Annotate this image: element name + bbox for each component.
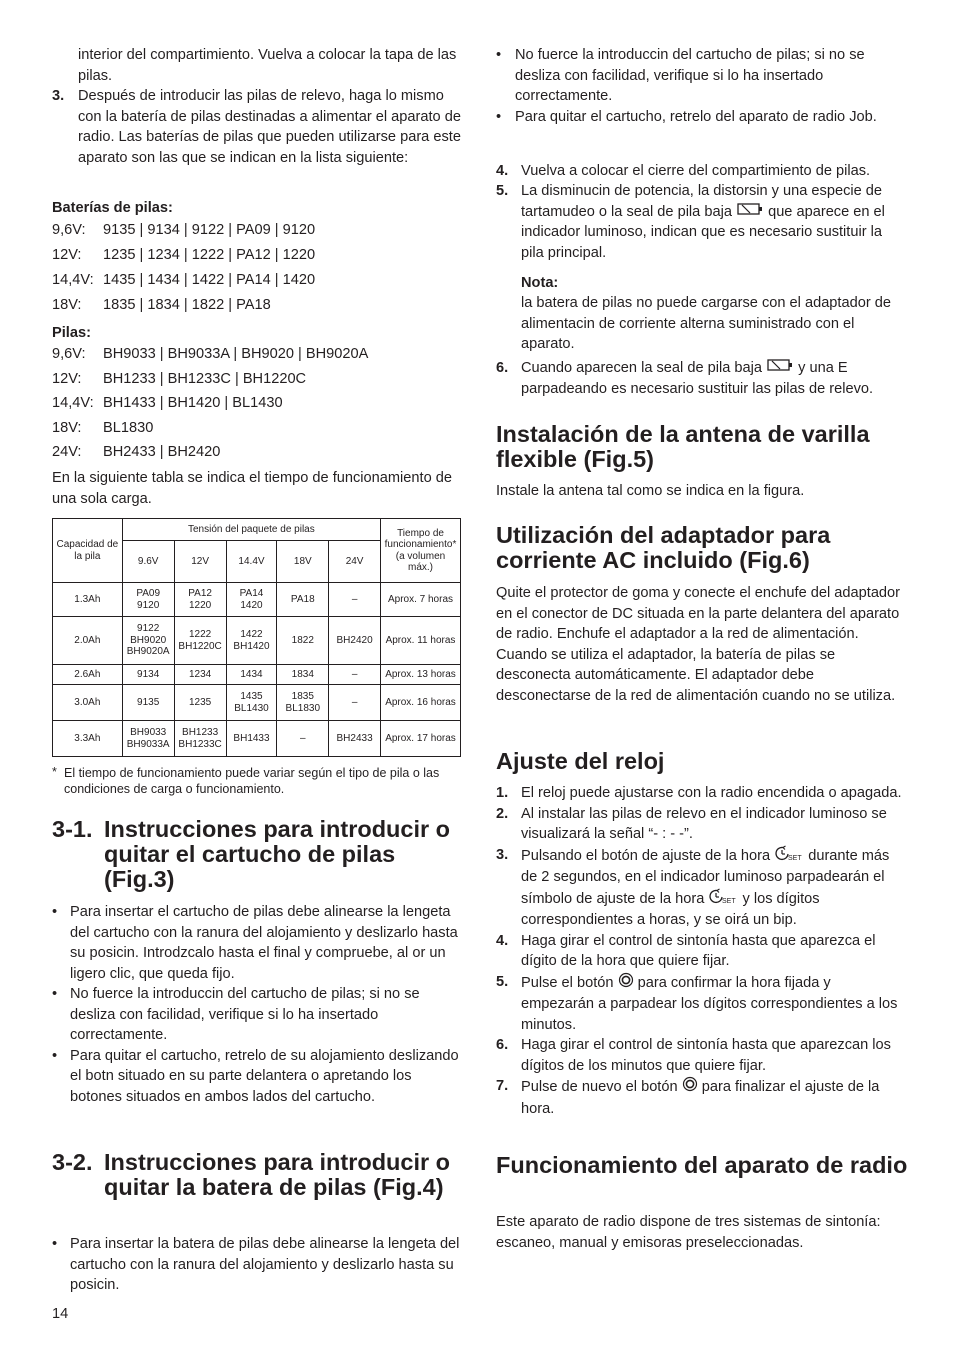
- capacity-cell: 1.3Ah: [53, 583, 123, 617]
- step-number: 5.: [496, 183, 509, 199]
- clock-set-icon: [708, 888, 738, 911]
- capacity-cell: 3.0Ah: [53, 685, 123, 721]
- step-number: 6.: [496, 1037, 509, 1053]
- table-row: [53, 665, 461, 685]
- model-cell: 9135: [122, 685, 174, 721]
- step-text: Haga girar el control de sintonía hasta que aparezcan los dígitos de los minutos que quiere fijar.: [521, 1037, 891, 1074]
- voltage: 18V:: [52, 297, 82, 313]
- pilas-row: [52, 440, 368, 465]
- step-3-text: Después de introducir las pilas de relevo, haga lo mismo con la batería de pilas destinadas a alimentar el aparato de radio. Las baterías de pilas que pueden utilizarse para este aparato son las que se indican en la lista siguiente:: [78, 88, 461, 166]
- reloj-step: [496, 804, 906, 845]
- bullet: •: [52, 1047, 58, 1064]
- model-cell: 1422 BH1420: [226, 617, 277, 665]
- step-5-text: [521, 181, 906, 263]
- list-item: [52, 902, 462, 984]
- step-text: Pulse el botón: [521, 974, 614, 991]
- step-text: para confirmar la hora fijada y empezarán a parpadear los dígitos correspondientes a los minutos.: [521, 974, 898, 1033]
- model-cell: BH2433: [329, 721, 381, 757]
- model-cell: BH9033 BH9033A: [122, 721, 174, 757]
- reloj-step: [496, 845, 906, 931]
- baterias-title: Baterías de pilas:: [52, 200, 173, 216]
- model-cell: 1235: [174, 685, 226, 721]
- model-cell: PA09 9120: [122, 583, 174, 617]
- header-time: Tiempo de funcionamiento* (a volumen máx.): [381, 519, 461, 583]
- section-3-1-number: 3-1.: [52, 816, 93, 842]
- footnote: El tiempo de funcionamiento puede variar según el tipo de pila o las condiciones de carga o funcionamiento.: [64, 766, 440, 796]
- model-cell: PA12 1220: [174, 583, 226, 617]
- page-number: 14: [52, 1306, 69, 1322]
- item-text: Para quitar el cartucho, retrelo de su alojamiento deslizando el botn situado en su parte delantera o apretando los botones situados en ambos lados del cartucho.: [70, 1047, 459, 1105]
- section-3-2-number: 3-2.: [52, 1149, 93, 1175]
- model-cell: –: [277, 721, 329, 757]
- header-volt: 18V: [277, 541, 329, 583]
- step-number: 1.: [496, 785, 509, 801]
- model-cell: BH2420: [329, 617, 381, 665]
- model-cell: PA18: [277, 583, 329, 617]
- voltage: 9,6V:: [52, 222, 86, 238]
- model-cell: BH1233 BH1233C: [174, 721, 226, 757]
- voltage: 9,6V:: [52, 346, 86, 362]
- capacity-cell: 2.0Ah: [53, 617, 123, 665]
- s31-list: [52, 902, 462, 1107]
- reloj-step: [496, 931, 906, 972]
- step-number: 5.: [496, 973, 509, 990]
- voltage: 14,4V:: [52, 395, 94, 412]
- table-intro: En la siguiente tabla se indica el tiempo de funcionamiento de una sola carga.: [52, 470, 452, 507]
- model-cell: 1435 BL1430: [226, 685, 277, 721]
- model-cell: 1834: [277, 665, 329, 685]
- baterias-row: [52, 218, 315, 243]
- baterias-row: [52, 268, 315, 293]
- step-number: 7.: [496, 1078, 509, 1094]
- header-volt: 14.4V: [226, 541, 277, 583]
- item-text: Para insertar el cartucho de pilas debe alinearse la lengeta del cartucho con la ranura del alojamiento y deslizarlo hasta su posicin. Introdzcalo hasta el final y compruebe, al or un ligero clic, que queda fijo.: [70, 904, 458, 982]
- step-number: 6.: [496, 360, 509, 376]
- section-3-1-title: Instrucciones para introducir o quitar el cartucho de pilas (Fig.3): [104, 816, 451, 892]
- list-item: [496, 107, 906, 128]
- step-text: Pulsando el botón de ajuste de la hora: [521, 847, 771, 864]
- antena-text: Instale la antena tal como se indica en la figura.: [496, 483, 805, 499]
- clock-set-icon: [774, 845, 804, 868]
- low-battery-icon: [766, 358, 794, 379]
- model-cell: –: [329, 583, 381, 617]
- models: BH1433 | BH1420 | BL1430: [103, 395, 283, 412]
- pilas-row: [52, 416, 368, 441]
- step-text: Al instalar las pilas de relevo en el indicador luminoso se visualizará la señal “- : - -”.: [521, 805, 887, 842]
- models: 1235 | 1234 | 1222 | PA12 | 1220: [103, 247, 316, 263]
- pilas-row: [52, 391, 368, 416]
- model-cell: PA14 1420: [226, 583, 277, 617]
- models: 9135 | 9134 | 9122 | PA09 | 9120: [103, 222, 316, 238]
- set-label: SET: [722, 897, 737, 904]
- model-cell: 1434: [226, 665, 277, 685]
- baterias-row: [52, 243, 315, 268]
- heading-antena: Instalación de la antena de varilla flexible (Fig.5): [496, 421, 870, 472]
- funcionamiento-text: Este aparato de radio dispone de tres sistemas de sintonía: escaneo, manual y emisoras preseleccionadas.: [496, 1214, 881, 1251]
- voltage: 14,4V:: [52, 272, 94, 288]
- model-cell: –: [329, 665, 381, 685]
- bullet: •: [52, 1236, 58, 1252]
- time-cell: Aprox. 13 horas: [381, 665, 461, 685]
- continued-paragraph: interior del compartimiento. Vuelva a colocar la tapa de las pilas.: [78, 47, 457, 84]
- time-cell: Aprox. 11 horas: [381, 617, 461, 665]
- model-cell: 1222 BH1220C: [174, 617, 226, 665]
- model-cell: 1835 BL1830: [277, 685, 329, 721]
- models: 1835 | 1834 | 1822 | PA18: [103, 297, 271, 313]
- bullet: •: [496, 108, 502, 125]
- step-text: para finalizar el ajuste de la hora.: [521, 1079, 880, 1117]
- reloj-step: [496, 1076, 906, 1119]
- table-row: [53, 583, 461, 617]
- models: BL1830: [103, 419, 154, 436]
- set-label: SET: [788, 854, 802, 861]
- dial-button-icon: [618, 972, 634, 995]
- s32-list: [52, 1234, 462, 1296]
- list-item: [496, 45, 906, 107]
- bullet: •: [496, 47, 502, 63]
- time-cell: Aprox. 17 horas: [381, 721, 461, 757]
- step-number: 3.: [496, 846, 509, 863]
- step-6-b: y una E parpadeando es necesario sustituir las pilas de relevo.: [521, 360, 874, 397]
- table-row: [53, 685, 461, 721]
- item-text: No fuerce la introduccin del cartucho de pilas; si no se desliza con facilidad, verifique si lo ha insertado correctamente.: [70, 986, 420, 1043]
- model-cell: 1234: [174, 665, 226, 685]
- low-battery-icon: [736, 202, 764, 223]
- voltage: 18V:: [52, 419, 82, 436]
- model-cell: 9134: [122, 665, 174, 685]
- header-voltage: Tensión del paquete de pilas: [122, 519, 380, 541]
- pilas-title: Pilas:: [52, 325, 91, 341]
- step-number: 2.: [496, 805, 509, 822]
- header-capacity: Capacidad de la pila: [53, 519, 123, 583]
- item-text: Para insertar la batera de pilas debe alinearse la lengeta del cartucho con la ranura del alojamiento y deslizarlo hasta su posicin.: [70, 1236, 460, 1293]
- pilas-row: [52, 342, 368, 367]
- list-item: [52, 984, 462, 1046]
- header-volt: 24V: [329, 541, 381, 583]
- section-3-2-title: Instrucciones para introducir o quitar la batera de pilas (Fig.4): [104, 1149, 451, 1200]
- nota-title: Nota:: [521, 275, 559, 291]
- time-cell: Aprox. 7 horas: [381, 583, 461, 617]
- battery-table: [52, 518, 461, 757]
- header-volt: 9.6V: [122, 541, 174, 583]
- reloj-step: [496, 1035, 906, 1076]
- dial-button-icon: [682, 1076, 698, 1099]
- step-4-text: Vuelva a colocar el cierre del compartimiento de pilas.: [521, 163, 871, 179]
- step-6-a: Cuando aparecen la seal de pila baja: [521, 360, 762, 377]
- footnote-mark: *: [52, 765, 57, 779]
- step-text: durante más de 2 segundos, en el indicador luminoso parpadearán el símbolo de ajuste de la hora: [521, 847, 890, 907]
- voltage: 12V:: [52, 370, 82, 387]
- step-5-b: que aparece en el indicador luminoso, indican que es necesario sustituir la pila principal.: [521, 203, 885, 261]
- step-number: 3.: [52, 88, 65, 104]
- models: BH9033 | BH9033A | BH9020 | BH9020A: [103, 346, 369, 362]
- heading-reloj: Ajuste del reloj: [496, 748, 665, 774]
- reloj-steps: [496, 783, 906, 1119]
- header-volt: 12V: [174, 541, 226, 583]
- model-cell: 9122 BH9020 BH9020A: [122, 617, 174, 665]
- item-text: Para quitar el cartucho, retrelo del aparato de radio Job.: [515, 108, 877, 125]
- reloj-step: [496, 972, 906, 1036]
- item-text: No fuerce la introduccin del cartucho de pilas; si no se desliza con facilidad, verifique si lo ha insertado correctamente.: [515, 47, 865, 104]
- step-6-text: [521, 358, 906, 399]
- model-cell: –: [329, 685, 381, 721]
- list-item: [52, 1234, 462, 1296]
- models: 1435 | 1434 | 1422 | PA14 | 1420: [103, 272, 316, 288]
- list-item: [52, 1046, 462, 1108]
- step-text: El reloj puede ajustarse con la radio encendida o apagada.: [521, 785, 902, 801]
- voltage: 12V:: [52, 247, 82, 263]
- bullet: •: [52, 986, 58, 1002]
- step-number: 4.: [496, 932, 509, 949]
- time-cell: Aprox. 16 horas: [381, 685, 461, 721]
- voltage: 24V:: [52, 444, 82, 461]
- step-text: y los dígitos correspondientes a horas, y se oirá un bip.: [521, 890, 820, 928]
- top-list: [496, 45, 906, 127]
- models: BH2433 | BH2420: [103, 444, 221, 461]
- nota-text: la batera de pilas no puede cargarse con el adaptador de alimentacin de corriente alterna suministrado con el aparato.: [521, 295, 891, 352]
- pilas-list: [52, 342, 368, 465]
- pilas-row: [52, 367, 368, 392]
- heading-funcionamiento: Funcionamiento del aparato de radio: [496, 1152, 908, 1178]
- step-number: 4.: [496, 163, 509, 179]
- baterias-row: [52, 293, 315, 318]
- baterias-list: [52, 218, 315, 318]
- model-cell: BH1433: [226, 721, 277, 757]
- table-row: [53, 617, 461, 665]
- bullet: •: [52, 904, 58, 920]
- table-row: [53, 721, 461, 757]
- adaptador-text: Quite el protector de goma y conecte el enchufe del adaptador en el conector de DC situada en la parte delantera del aparato de radio. Enchufe el adaptador a la red de alimentación. Cuando se utiliza el adaptador, la batería de pilas se desconecta automáticamente. El adaptador debe desconectarse de la red de alimentación cuando no se utiliza.: [496, 585, 901, 704]
- reloj-step: [496, 783, 906, 804]
- heading-adaptador: Utilización del adaptador para corriente AC incluido (Fig.6): [496, 522, 831, 573]
- step-text: Haga girar el control de sintonía hasta que aparezca el dígito de la hora que quiere fijar.: [521, 932, 876, 969]
- step-5-a: La disminucin de potencia, la distorsin y una especie de tartamudeo o la seal de pila baja: [521, 183, 883, 220]
- models: BH1233 | BH1233C | BH1220C: [103, 370, 307, 387]
- step-text: Pulse de nuevo el botón: [521, 1079, 678, 1096]
- model-cell: 1822: [277, 617, 329, 665]
- capacity-cell: 2.6Ah: [53, 665, 123, 685]
- capacity-cell: 3.3Ah: [53, 721, 123, 757]
